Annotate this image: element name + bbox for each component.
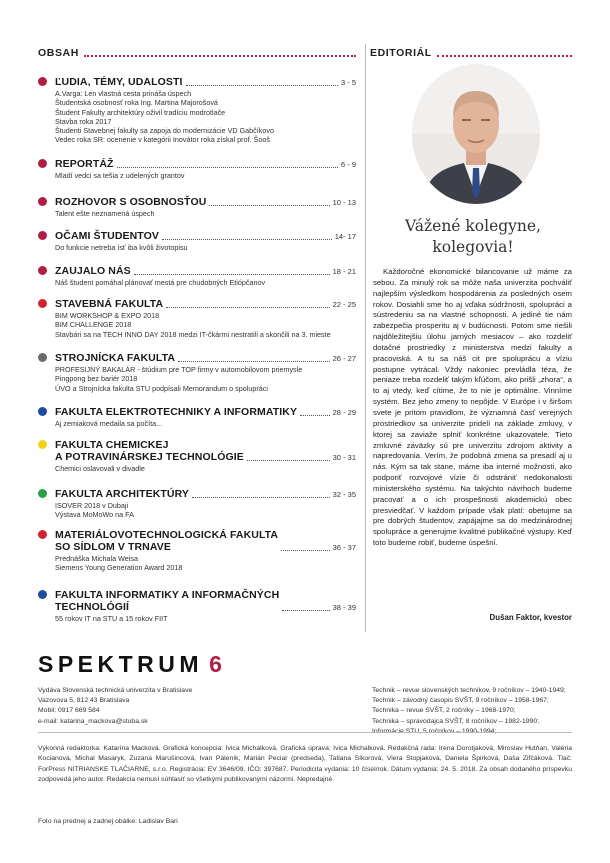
publisher-line: e-mail: katarina_mackova@stuba.sk xyxy=(38,717,148,725)
article-title: Stavba roka 2017 xyxy=(55,116,112,126)
publisher-line: Mobil: 0917 669 584 xyxy=(38,707,100,715)
article-title: PROFESIJNÝ BAKALÁR - štúdium pre TOP firmy v automobilovom priemysle xyxy=(55,365,303,374)
history-line: Technika – spravodajca SVŠT, 8 ročníkov – 1982-1990; xyxy=(372,717,540,725)
article-title: ISOVER 2018 v Dubaji xyxy=(55,501,129,510)
section-bullet-icon xyxy=(38,407,47,416)
page-range: 36 - 37 xyxy=(332,543,356,552)
publisher-line: Vydáva Slovenská technická univerzita v Bratislave xyxy=(38,687,193,694)
toc-entry xyxy=(38,158,356,180)
section-bullet-icon xyxy=(38,353,47,362)
toc-header xyxy=(38,46,356,60)
page-range: 3 - 5 xyxy=(340,78,356,87)
article-title: Študentská osobnosť roka Ing. Martina Majorošová xyxy=(55,98,218,108)
section-title: FAKULTA ELEKTROTECHNIKY A INFORMATIKY xyxy=(55,406,298,418)
toc-entry xyxy=(38,76,356,145)
article-title: Chemici oslavovali v divadle xyxy=(55,464,145,473)
dot-leader xyxy=(192,497,330,498)
toc-entry xyxy=(38,230,356,252)
article-title: Študenti Stavebnej fakulty sa zapoja do modernizácie VD Gabčíkovo xyxy=(55,126,274,136)
section-title: A POTRAVINÁRSKEJ TECHNOLÓGIE xyxy=(55,451,244,463)
section-title: STAVEBNÁ FAKULTA xyxy=(55,298,164,310)
section-title: FAKULTA INFORMATIKY A INFORMAČNÝCH xyxy=(55,589,280,601)
section-bullet-icon xyxy=(38,489,47,498)
dot-leader xyxy=(281,550,330,551)
header-dotted-rule xyxy=(84,51,356,57)
page-range: 26 - 27 xyxy=(332,354,356,363)
dot-leader xyxy=(134,274,330,275)
dot-leader xyxy=(282,610,329,611)
editorial-title-line: kolegovia! xyxy=(432,238,514,256)
section-bullet-icon xyxy=(38,77,47,86)
toc-entry xyxy=(38,265,356,287)
article-title: Aj zemiaková medaila sa počíta... xyxy=(55,419,163,428)
article-title: Vedec roka SR: ocenenie v kategórii Inovátor roka získal prof. Šooš xyxy=(55,135,270,145)
section-title: ZAUJALO NÁS xyxy=(55,265,131,277)
history-line: Technik – závodný časopis SVŠT, 9 ročníkov – 1958-1967; xyxy=(372,697,549,705)
publication-history xyxy=(372,686,566,737)
toc-entry xyxy=(38,196,356,218)
page-range: 22 - 25 xyxy=(332,300,356,309)
article-title: BIM WORKSHOP & EXPO 2018 xyxy=(55,311,160,320)
toc-entry xyxy=(38,352,356,393)
section-bullet-icon xyxy=(38,159,47,168)
dot-leader xyxy=(166,307,329,308)
article-title: Výstava MoMoWo na FA xyxy=(55,510,134,520)
section-bullet-icon xyxy=(38,440,47,449)
section-title: FAKULTA ARCHITEKTÚRY xyxy=(55,488,190,500)
editorial-heading: EDITORIÁL xyxy=(370,47,432,59)
spektrum-logo xyxy=(38,651,222,678)
section-title: SO SÍDLOM V TRNAVE xyxy=(55,541,171,553)
section-bullet-icon xyxy=(38,530,47,539)
history-line: Technika – revue SVŠT, 2 ročníky – 1968-1970; xyxy=(372,707,516,715)
article-title: Talent ešte neznamená úspech xyxy=(55,209,155,218)
editorial-body: Každoročné ekonomické bilancovanie už máme za sebou. Za minulý rok sa môže naša univerzita pochváliť najlepším výsledkom hospodárenia za posledných osem rokov. Dosiahli sme ho aj vďaka súdržnosti, spolupráci a sústredeniu sa na vlastné schopnosti. A jediné tie nám zabezpečia prosperitu aj v budúcnosti. Potom sme riešili najdôležitejšiu úlohu jarných mesiacov – ako rozdeliť dotačné prostriedky z ministerstva medzi fakulty a pracoviská. A tu sa náš cit pre spoluprácu a víziu postupne vytrácal. Vždy nakoniec prevládla téza, že peniaze treba rozdeliť takým kľúčom, ako prišli „zhora“, a to aj vtedy, keď cítime, že to nie je optimálne. Vinníme systém. Bez jeho zmeny to nepôjde. V Európe i v širšom svete je pritom pravidlom, že významná časť verejných prostriedkov sa univerzite pridelí na základe zmluvy, v ktorej sa zaviaže splniť konkrétne ukazovatele. Tieto zmluvné záväzky sú pre univerzitu zdrojom aktivity a napredovania. Verím, že podobná zmena sa presadí aj u nás. Kým sa tak stane, máme iba interné možnosti, ako podporiť rozvojové vízie či odstrániť nedokonalosti ministerského systému. Na takýchto návrhoch budeme pracovať a o ich prospešnosti akademickú obec presviedčať. V každom prípade však platí: obetujme sa pre dobrých študentov, zapájajme sa do medzinárodnej spolupráce a generujme kvalitné publikačné výstupy. Keď toto budeme robiť, budeme úspešní. xyxy=(373,267,572,548)
section-title: REPORTÁŽ xyxy=(55,158,114,170)
issue-number: 6 xyxy=(209,651,222,677)
author-portrait xyxy=(412,64,540,204)
column-divider xyxy=(365,44,366,632)
section-title: ĽUDIA, TÉMY, UDALOSTI xyxy=(55,76,183,88)
section-title: TECHNOLÓGIÍ xyxy=(55,601,130,613)
section-title: OČAMI ŠTUDENTOV xyxy=(55,230,159,242)
dot-leader xyxy=(209,205,329,206)
history-line: Technik – revue slovenských technikov, 9 ročníkov – 1940-1949; xyxy=(372,687,566,694)
page-range: 18 - 21 xyxy=(332,267,356,276)
article-title: Mladí vedci sa tešia z udelených grantov xyxy=(55,171,185,180)
section-title: MATERIÁLOVOTECHNOLOGICKÁ FAKULTA xyxy=(55,529,279,541)
article-title: 55 rokov IT na STU a 15 rokov FIIT xyxy=(55,614,168,623)
section-bullet-icon xyxy=(38,266,47,275)
page-range: 6 - 9 xyxy=(340,160,356,169)
toc-entry xyxy=(38,488,356,520)
toc-entry xyxy=(38,298,356,339)
logo-text: SPEKTRUM xyxy=(38,651,204,677)
dot-leader xyxy=(178,361,330,362)
page-range: 10 - 13 xyxy=(332,198,356,207)
dot-leader xyxy=(300,415,330,416)
masthead-divider xyxy=(38,732,572,733)
section-title: FAKULTA CHEMICKEJ xyxy=(55,439,169,451)
history-line: Informácie STU, 5 ročníkov – 1990-1994; xyxy=(372,727,497,735)
toc-heading: OBSAH xyxy=(38,47,79,59)
article-title: Stavbári sa na TECH INNO DAY 2018 medzi IT-čkármi nestratili a skončili na 3. mieste xyxy=(55,329,331,339)
toc-entry xyxy=(38,529,356,573)
article-title: Do funkcie netreba ísť iba kvôli životopisu xyxy=(55,243,188,252)
section-title: ROZHOVOR S OSOBNOSŤOU xyxy=(55,196,207,208)
article-title: BIM CHALLENGE 2018 xyxy=(55,320,132,330)
article-title: Prednáška Michala Weisa xyxy=(55,554,138,563)
section-bullet-icon xyxy=(38,299,47,308)
portrait-photo-icon xyxy=(412,64,540,204)
page-range: 32 - 35 xyxy=(332,490,356,499)
page-range: 38 - 39 xyxy=(332,603,356,612)
article-title: Študent Fakulty architektúry oživil tradíciu modrotlače xyxy=(55,107,226,117)
dot-leader xyxy=(186,85,338,86)
dot-leader xyxy=(117,167,338,168)
section-bullet-icon xyxy=(38,231,47,240)
article-title: Siemens Young Generation Award 2018 xyxy=(55,563,183,573)
page-range: 30 - 31 xyxy=(332,453,356,462)
toc-entry xyxy=(38,589,356,623)
section-bullet-icon xyxy=(38,590,47,599)
article-title: A.Varga: Len vlastná cesta prináša úspech xyxy=(55,89,192,98)
page-range: 28 - 29 xyxy=(332,408,356,417)
article-title: ÚVO a Strojnícka fakulta STU podpísali Memorandum o spolupráci xyxy=(55,383,268,393)
section-title: STROJNÍCKA FAKULTA xyxy=(55,352,176,364)
editorial-credits: Výkonná redaktorka: Katarína Macková. Grafická koncepcia: Ivica Michalková. Grafická úprava: Ivica Michalková. Redakčná rada: Irena Dorotjaková, Miroslav Hutňan, Valéria Kocianová, Michal Masaryk, Zuzana Marušincová, Ivan Páleník, Marián Peciar (predseda), Tatiana Síkorová, Viera Stopjaková, Daniela Špirková, Daša Zifčáková. Tlač: ForPress NITRIANSKE TLAČIARNE, s.r.o. Registrácia: EV 3646/09. IČO: 397687. Periodicita vydania: 10 čísel/rok. Dátum vydania: 24. 5. 2018. Za obsah dodaného príspevku zodpovedá jeho autor. Redakcia nemusí súhlasiť so všetkými publikovanými názormi. Nepredajné. xyxy=(38,745,572,784)
toc-entry xyxy=(38,406,356,428)
section-bullet-icon xyxy=(38,197,47,206)
article-title: Pingpong bez bariér 2018 xyxy=(55,374,138,384)
editorial-header xyxy=(370,46,572,60)
publisher-info xyxy=(38,686,192,727)
dot-leader xyxy=(247,460,330,461)
toc-entry xyxy=(38,439,356,473)
dot-leader xyxy=(162,239,332,240)
photo-credit: Foto na prednej a zadnej obálke: Ladislav Bari xyxy=(38,818,178,825)
article-title: Náš študent pomáhal plánovať mestá pre chudobných Etiópčanov xyxy=(55,278,266,287)
page-range: 14- 17 xyxy=(334,232,356,241)
editorial-signature: Dušan Faktor, kvestor xyxy=(489,613,572,622)
header-dotted-rule xyxy=(437,51,572,57)
editorial-title xyxy=(372,216,574,258)
publisher-line: Vazovova 5, 812 43 Bratislava xyxy=(38,697,130,705)
editorial-title-line: Vážené kolegyne, xyxy=(404,217,542,235)
